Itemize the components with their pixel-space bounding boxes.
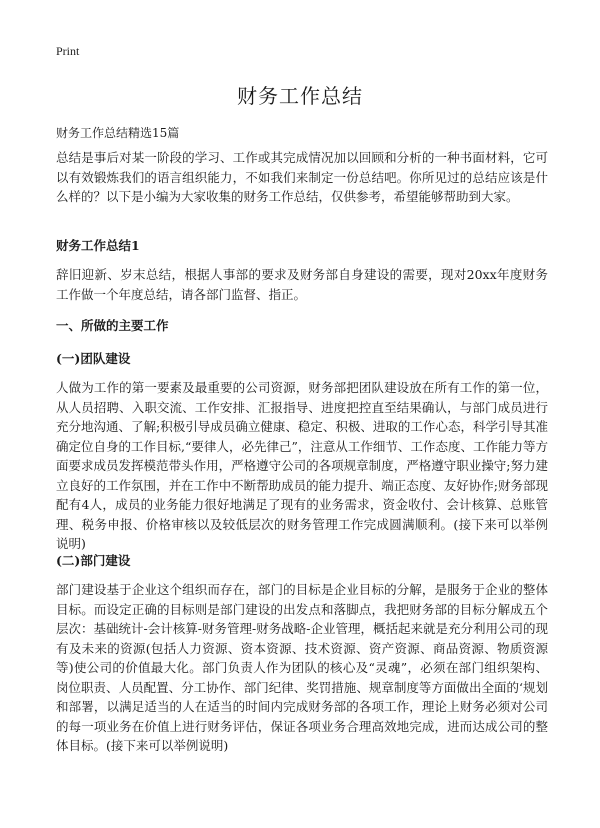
page-title: 财务工作总结 [237, 84, 363, 108]
team-building-heading: (一)团队建设 [56, 351, 131, 366]
print-link[interactable]: Print [56, 44, 80, 58]
intro-paragraph: 总结是事后对某一阶段的学习、工作或其完成情况加以回顾和分析的一种书面材料，它可以有效锻炼我们的语言组织能力，不如我们来制定一份总结吧。你所见过的总结应该是什么样的？以下是小编为大家收集的财务工作总结，仅供参考，希望能够帮助到大家。 [56, 150, 548, 204]
opening-paragraph: 辞旧迎新、岁末总结，根据人事部的要求及财务部自身建设的需要，现对20xx年度财务工作做一个年度总结，请各部门监督、指正。 [56, 267, 548, 302]
part-heading: 一、所做的主要工作 [56, 318, 169, 333]
department-building-paragraph: 部门建设基于企业这个组织而存在，部门的目标是企业目标的分解，是服务于企业的整体目标。而设定正确的目标则是部门建设的出发点和落脚点，我把财务部的目标分解成五个层次：基础统计-会计核算-财务管理-财务战略-企业管理，概括起来就是充分利用公司的现有及未来的资源(包括人力资源、资本资源、技术资源、资产资源、商品资源、物质资源等)使公司的价值最大化。部门负责人作为团队的核心及“灵魂”，必须在部门组织架构、岗位职责、人员配置、分工协作、部门纪律、奖罚措施、规章制度等方面做出全面的‘规划和部署，以满足适当的人在适当的时间内完成财务部的各项工作，理论上财务必须对公司的每一项业务在价值上进行财务评估，保证各项业务合理高效地完成，进而达成公司的整体目标。(接下来可以举例说明) [56, 582, 548, 753]
team-building-paragraph: 人做为工作的第一要素及最重要的公司资源，财务部把团队建设放在所有工作的第一位，从人员招聘、入职交流、工作安排、汇报指导、进度把控直至结果确认，与部门成员进行充分地沟通、了解;积极引导成员确立健康、稳定、积极、进取的工作心态，科学引导其准确定位自身的工作目标,“要律人，必先律己”，注意从工作细节、工作态度、工作能力等方面要求成员发挥模范带头作用，严格遵守公司的各项规章制度，严格遵守职业操守;努力建立良好的工作氛围，并在工作中不断帮助成员的能力提升、端正态度、友好协作;财务部现配有4人，成员的业务能力很好地满足了现有的业务需求，资金收付、会计核算、总账管理、税务申报、价格审核以及较低层次的财务管理工作完成圆满顺利。(接下来可以举例说明) [56, 380, 548, 551]
section-heading: 财务工作总结1 [56, 238, 140, 253]
document-subtitle: 财务工作总结精选15篇 [56, 126, 180, 140]
department-building-heading: (二)部门建设 [56, 553, 131, 568]
